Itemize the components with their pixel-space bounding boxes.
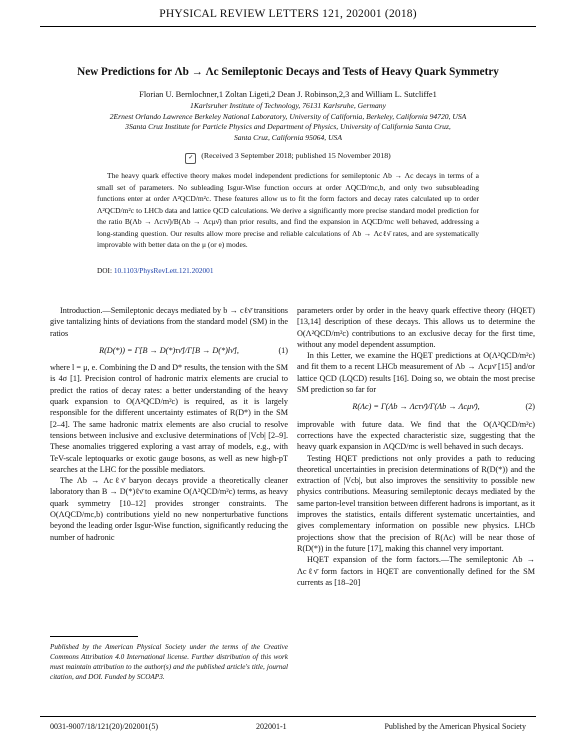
intro-paragraph: Introduction.—Semileptonic decays mediated by b → cℓν̄ transitions give tantalizing hints of deviations from the standard model (SM) in the ratios [50,306,288,338]
check-for-updates-icon[interactable]: ✓ [185,153,196,164]
page-number: 202001-1 [256,722,287,731]
footer-publisher: Published by the American Physical Society [384,722,526,731]
license-footnote: Published by the American Physical Society under the terms of the Creative Commons Attribution 4.0 International license. Further distribution of this work must maintain attribution to the author(s) and the published article's title, journal citation, and DOI. Funded by SCOAP3. [50,643,288,681]
doi-link[interactable]: 10.1103/PhysRevLett.121.202001 [113,266,214,275]
equation-1 [50,345,288,356]
doi-label: DOI: [97,266,112,275]
doi-line [97,266,213,275]
affiliation-1: 1Karlsruher Institute of Technology, 76131 Karlsruhe, Germany [190,101,386,110]
equation-2 [297,401,535,412]
paper-title: New Predictions for Λb → Λc Semileptonic Decays and Tests of Heavy Quark Symmetry [77,66,499,78]
equation-2-body: R(Λc) = Γ(Λb → Λcτν̄)/Γ(Λb → Λcμν̄), [352,402,480,412]
header-rule [40,26,536,27]
paragraph-tension: where l = μ, e. Combining the D and D* results, the tension with the SM is 4σ [1]. Precision control of hadronic matrix elements are crucial to predict the ratios of decay rates: a better understanding of the heavy quark expansion to O(Λ²QCD/m²c) is required, as it is largely responsible for the different uncertainty estimates of R(D*) in the SM [2–4]. The same hadronic matrix elements are also crucial to resolve tensions between inclusive and exclusive determinations of |Vcb| [2–9]. These anomalies triggered exploring a vast array of models, e.g., with TeV-scale leptoquarks or exotic gauge bosons, as well as new high-pT searches at the LHC for the possible mediators. [50,363,288,474]
footer-code: 0031-9007/18/121(20)/202001(5) [50,722,158,731]
affiliation-3-cont: Santa Cruz, California 95064, USA [233,132,342,142]
running-header: PHYSICAL REVIEW LETTERS 121, 202001 (2018) [159,8,417,20]
footer-rule [40,716,536,717]
paragraph-hqet: parameters order by order in the heavy quark effective theory (HQET) [13,14] description of these decays. This allows us to determine the O(Λ²QCD/m²c) contributions to an exclusive decay for the first time, without any model dependent assumption. [297,306,535,349]
paragraph-form-factors: HQET expansion of the form factors.—The semileptonic Λb → Λcℓν̄ form factors in HQET are conventionally defined for the SM currents as [18–20] [297,555,535,587]
left-column [50,305,288,543]
right-column [297,305,535,588]
received-text: (Received 3 September 2018; published 15 November 2018) [201,151,391,160]
footnote-rule [50,636,138,637]
affiliation-2: 2Ernest Orlando Lawrence Berkeley National Laboratory, University of California, Berkeley, California 94720, USA [109,111,467,121]
abstract: The heavy quark effective theory makes model independent predictions for semileptonic Λb → Λc decays in terms of a small set of parameters. No subleading Isgur-Wise function occurs at order ΛQCD/mc,b, and only two subsubleading functions enter at order Λ²QCD/m²c. These features allow us to fit the form factors and decay rates calculated up to order Λ²QCD/m²c to LHCb data and lattice QCD calculations. We derive a significantly more precise standard model prediction for the ratio B(Λb → Λcτν̄)/B(Λb → Λcμν̄) than prior results, and find the expansion in ΛQCD/mc well behaved, addressing a long-standing question. Our results allow more precise and reliable calculations of Λb → Λcℓν̄ rates, and are systematically improvable with better data on the μ (or e) modes. [97,171,479,249]
equation-1-number: (1) [278,345,288,355]
paragraph-improvable: improvable with future data. We find that the O(Λ²QCD/m²c) corrections have the expected characteristic size, suggesting that the heavy quark expansion in ΛQCD/mc is well behaved in such decays. [297,419,535,452]
equation-2-number: (2) [525,402,535,412]
paragraph-letter: In this Letter, we examine the HQET predictions at O(Λ²QCD/m²c) and fit them to a recent LHCb measurement of Λb → Λcμν̄ [15] and/or lattice QCD (LQCD) results [16]. Doing so, we obtain the most precise SM prediction so far for [297,351,535,395]
received-dates [40,151,536,164]
affiliation-3: 3Santa Cruz Institute for Particle Physics and Department of Physics, University of California Santa Cruz, [125,122,451,131]
paragraph-baryon: The Λb → Λcℓν̄ baryon decays provide a theoretically cleaner laboratory than B → D(*)ℓν̄ to examine O(Λ²QCD/m²c) terms, as heavy quark symmetry [10–12] provides stronger constraints. The O(ΛQCD/mc,b) contributions yield no new nonperturbative functions beyond the leading order Isgur-Wise function, significantly reducing the number of hadronic [50,476,288,542]
author-list: Florian U. Bernlochner,1 Zoltan Ligeti,2 Dean J. Robinson,2,3 and William L. Sutcliffe1 [139,90,437,99]
equation-1-body: R(D(*)) = Γ[B → D(*)τν̄]/Γ[B → D(*)lν̄], [99,345,239,355]
paragraph-testing: Testing HQET predictions not only provides a path to reducing theoretical uncertainties in precision determinations of R(D(*)) and the extraction of |Vcb|, but also improves the sensitivity to possible new physics contributions. Measuring semileptonic decays mediated by the same parton-level transition between different hadrons is important, as it improves the statistics, entails different systematic uncertainties, and gives complementary information on possible new physics. LHCb projections show that the precision of R(Λc) will be near those of R(D(*)) in the future [17], making this channel very important. [297,453,535,553]
